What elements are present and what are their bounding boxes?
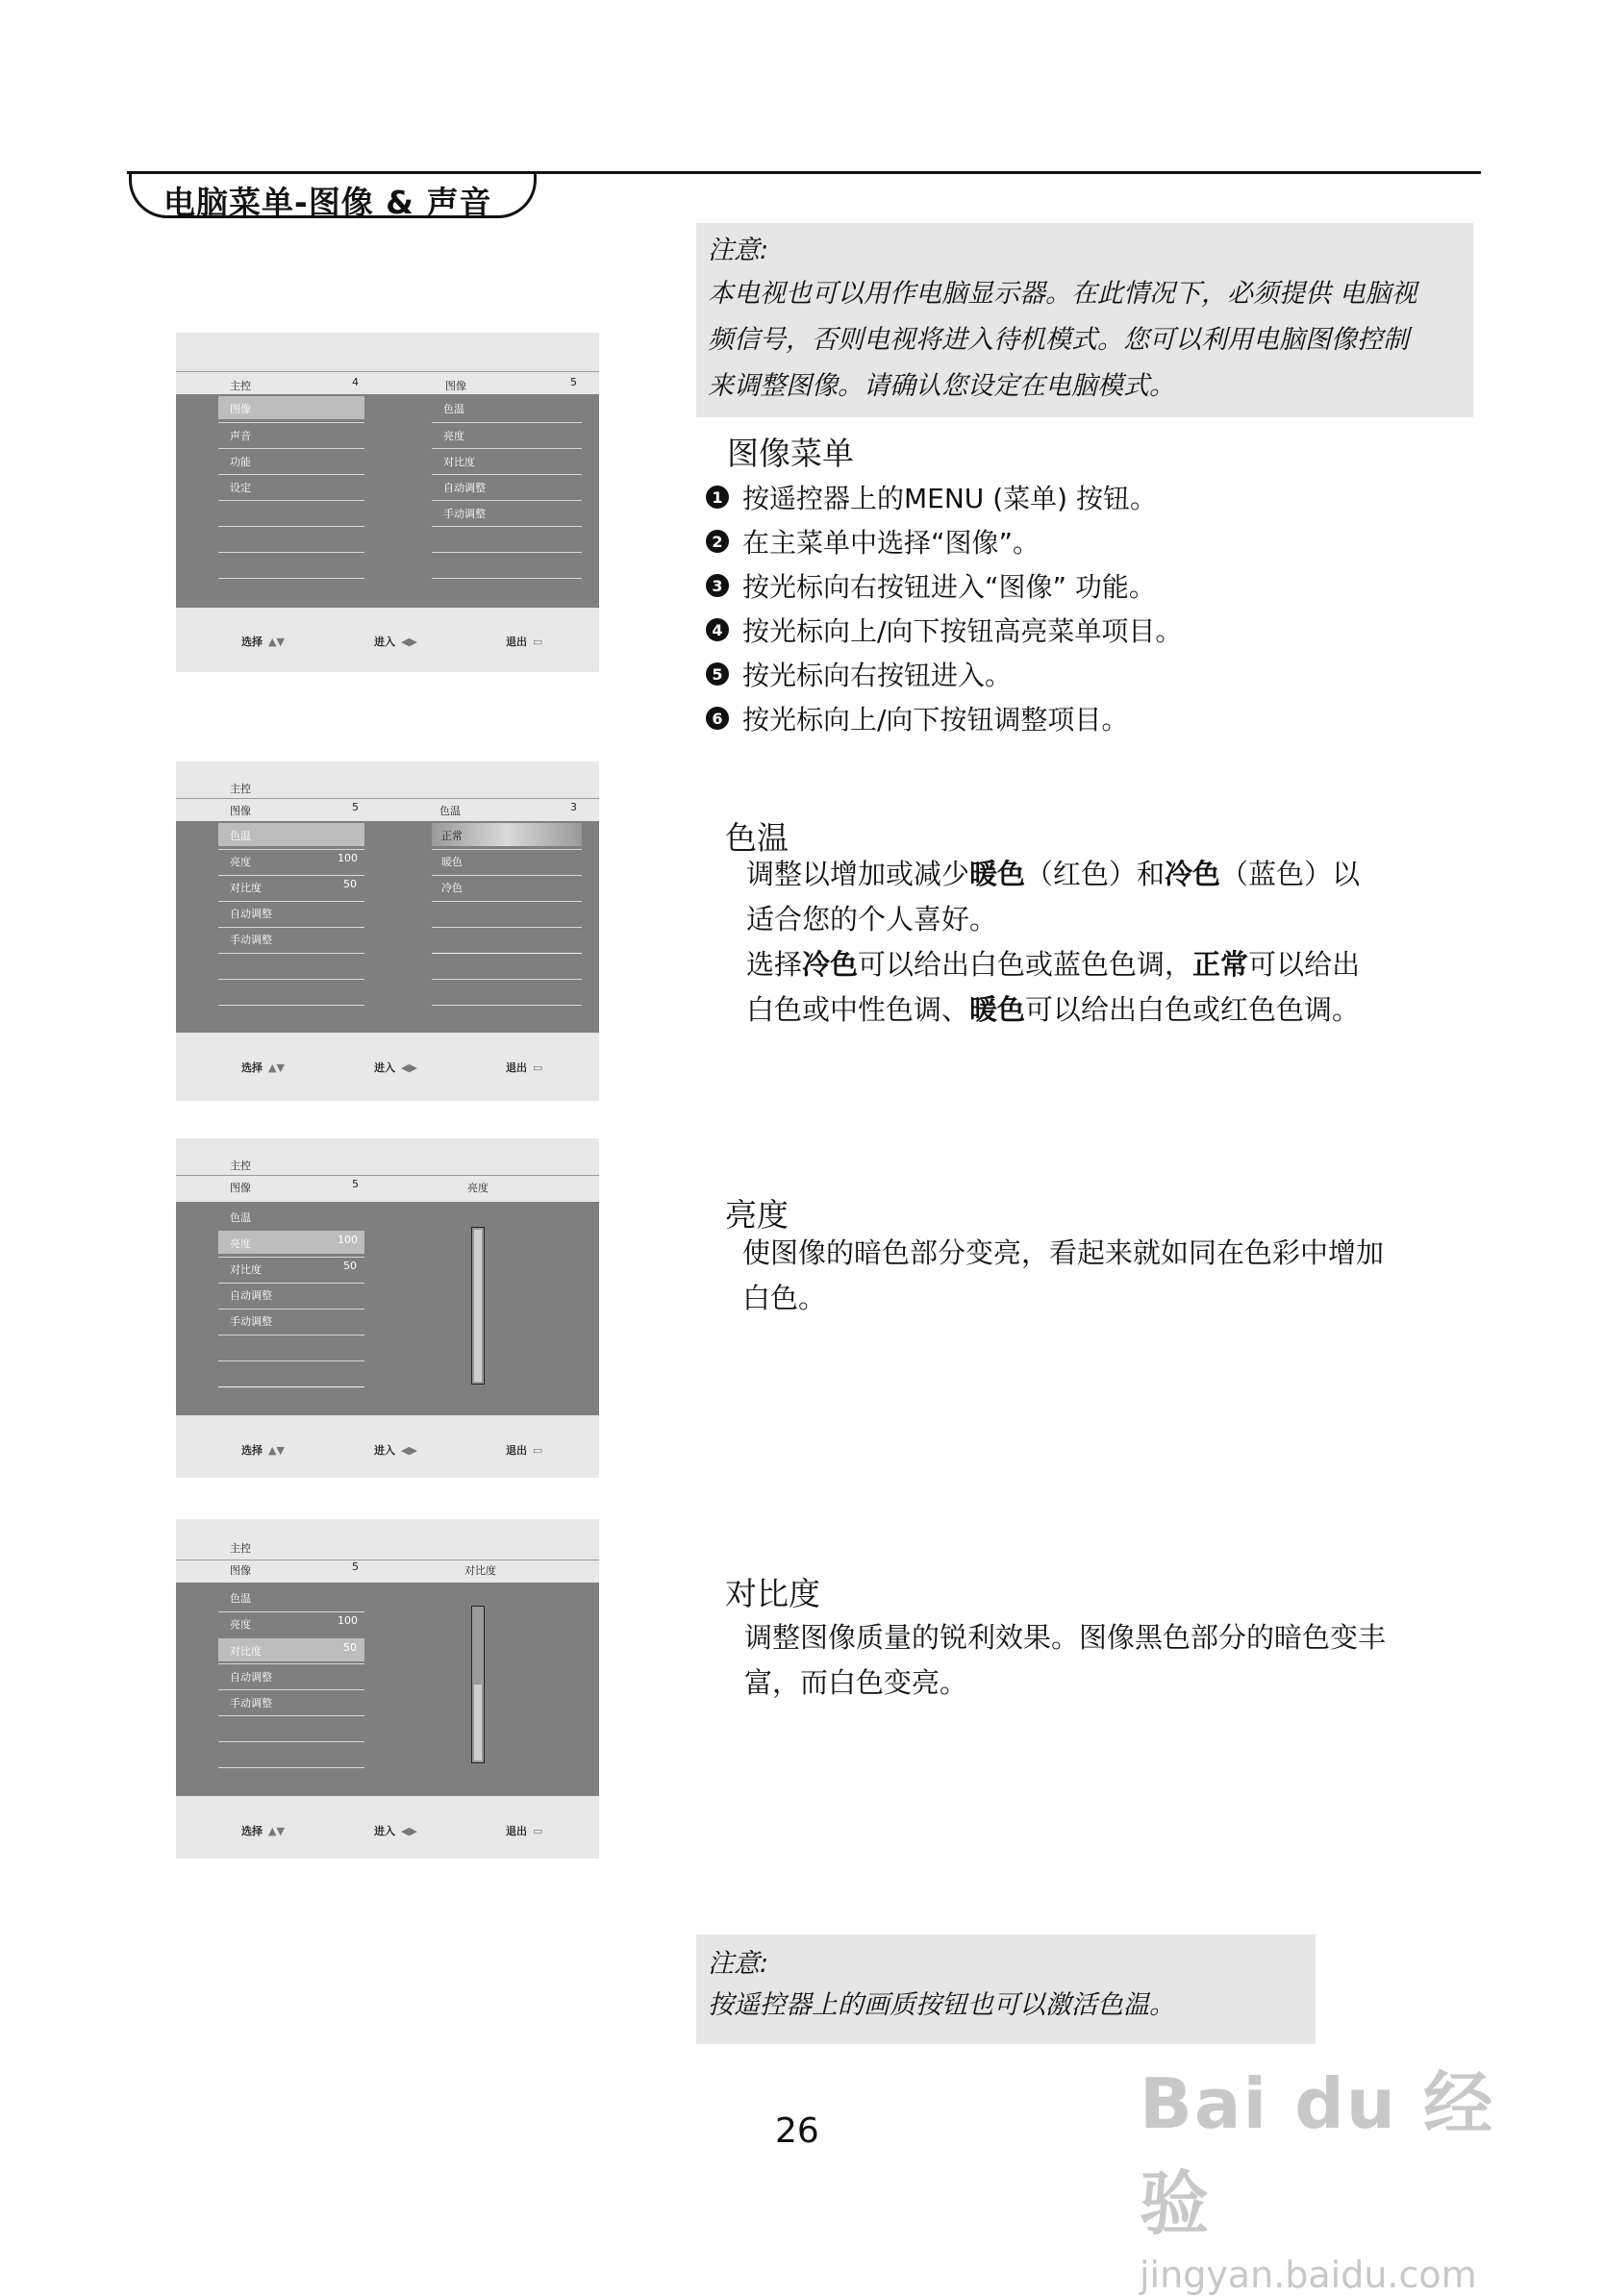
- step-item: [706, 563, 1182, 608]
- osd-menu-item[interactable]: 设定: [230, 482, 251, 494]
- osd-footer-exit: 退出 ▭: [506, 1061, 543, 1074]
- slider-fill: [474, 1230, 482, 1382]
- note-box-top: [696, 223, 1473, 417]
- osd-menu-item[interactable]: 对比度: [230, 882, 262, 894]
- osd-menu-item[interactable]: 色温: [230, 830, 251, 842]
- osd-menu-item[interactable]: 手动调整: [230, 934, 272, 946]
- osd-top-title: 主控: [230, 1160, 251, 1172]
- step-number: 2: [706, 530, 729, 553]
- heading-color-temp: 色温: [725, 819, 789, 857]
- osd-left-count: 5: [352, 1560, 359, 1573]
- osd-menu-item[interactable]: 自动调整: [230, 1671, 272, 1684]
- osd-menu-item[interactable]: 声音: [230, 430, 251, 442]
- color-temp-line: 白色或中性色调、暖色可以给出白色或红色色调。: [746, 993, 1361, 1026]
- osd-menu-item[interactable]: 功能: [230, 456, 251, 468]
- osd-submenu-item[interactable]: 手动调整: [443, 508, 486, 520]
- step-number: 4: [706, 618, 729, 641]
- osd-footer-select: 选择 ▲▼: [241, 1444, 285, 1457]
- osd-footer-select: 选择 ▲▼: [241, 636, 285, 648]
- step-item: [706, 652, 1182, 696]
- brightness-text: [742, 1231, 1473, 1321]
- osd-menu-item[interactable]: 亮度: [230, 1237, 251, 1250]
- osd-left-count: 4: [352, 376, 359, 388]
- step-number: 6: [706, 707, 729, 730]
- note-title: 注意:: [708, 236, 769, 265]
- osd-menu-item[interactable]: 色温: [230, 1592, 251, 1605]
- step-number: 3: [706, 574, 729, 597]
- color-temp-text: [746, 852, 1477, 1033]
- osd-right-title: 对比度: [464, 1564, 496, 1577]
- osd-footer-select: 选择 ▲▼: [241, 1825, 285, 1837]
- heading-contrast: 对比度: [725, 1575, 820, 1612]
- osd-footer-exit: 退出 ▭: [506, 1825, 543, 1837]
- color-temp-line: 调整以增加或减少暖色（红色）和冷色（蓝色）以: [746, 858, 1361, 890]
- osd-menu-value: 50: [343, 878, 357, 890]
- osd-main-menu: [176, 333, 599, 672]
- osd-option[interactable]: 冷色: [441, 882, 463, 894]
- osd-menu-item[interactable]: 色温: [230, 1211, 251, 1224]
- color-temp-line: 适合您的个人喜好。: [746, 903, 998, 936]
- page-number: 26: [775, 2111, 819, 2151]
- heading-brightness: 亮度: [725, 1196, 789, 1234]
- step-item: [706, 519, 1182, 563]
- note-line: 来调整图像。请确认您设定在电脑模式。: [708, 371, 1175, 401]
- brightness-line: 使图像的暗色部分变亮，看起来就如同在色彩中增加: [742, 1236, 1385, 1269]
- osd-contrast-menu: [176, 1519, 599, 1859]
- osd-left-title: 图像: [230, 1182, 251, 1194]
- brightness-line: 白色。: [742, 1282, 827, 1314]
- watermark-logo: Bai du 经验: [1140, 2063, 1495, 2244]
- step-text: 在主菜单中选择“图像”。: [742, 527, 1040, 559]
- osd-footer-enter: 进入 ◀▶: [374, 1444, 417, 1457]
- osd-right-count: 3: [570, 801, 577, 813]
- steps-list: [706, 475, 1182, 740]
- watermark-url: jingyan.baidu.com: [1140, 2254, 1477, 2296]
- osd-footer-enter: 进入 ◀▶: [374, 1061, 417, 1074]
- osd-menu-item[interactable]: 亮度: [230, 1618, 251, 1631]
- contrast-line: 调整图像质量的锐利效果。图像黑色部分的暗色变丰: [744, 1621, 1387, 1654]
- osd-menu-item[interactable]: 自动调整: [230, 1289, 272, 1302]
- osd-menu-value: 100: [338, 1614, 358, 1627]
- osd-right-title: 图像: [445, 380, 466, 392]
- step-number: 1: [706, 486, 729, 509]
- osd-menu-item[interactable]: 手动调整: [230, 1315, 272, 1328]
- brightness-slider[interactable]: [471, 1227, 485, 1385]
- osd-menu-item[interactable]: 亮度: [230, 856, 251, 868]
- step-item: [706, 475, 1182, 519]
- step-text: 按光标向上/向下按钮高亮菜单项目。: [742, 615, 1183, 647]
- color-temp-line: 选择冷色可以给出白色或蓝色色调，正常可以给出: [746, 948, 1361, 981]
- osd-submenu-item[interactable]: 亮度: [443, 430, 464, 442]
- baidu-watermark: [1140, 2048, 1524, 2296]
- slider-fill: [474, 1685, 482, 1760]
- osd-footer-enter: 进入 ◀▶: [374, 636, 417, 648]
- osd-right-title: 色温: [439, 805, 461, 817]
- osd-left-title: 主控: [230, 380, 251, 392]
- contrast-line: 富，而白色变亮。: [744, 1666, 968, 1699]
- step-text: 按光标向右按钮进入“图像” 功能。: [742, 571, 1156, 603]
- step-text: 按光标向右按钮进入。: [742, 660, 1013, 691]
- contrast-slider[interactable]: [471, 1606, 485, 1763]
- step-number: 5: [706, 662, 729, 686]
- osd-submenu-item[interactable]: 自动调整: [443, 482, 486, 494]
- osd-left-count: 5: [352, 801, 359, 813]
- osd-footer-select: 选择 ▲▼: [241, 1061, 285, 1074]
- osd-menu-item[interactable]: 对比度: [230, 1263, 262, 1276]
- step-text: 按遥控器上的MENU (菜单) 按钮。: [742, 483, 1157, 514]
- note-title: 注意:: [708, 1949, 769, 1979]
- step-text: 按光标向上/向下按钮调整项目。: [742, 704, 1129, 736]
- osd-menu-value: 100: [338, 852, 358, 864]
- osd-submenu-item[interactable]: 对比度: [443, 456, 475, 468]
- osd-right-title: 亮度: [467, 1182, 489, 1194]
- osd-left-title: 图像: [230, 805, 251, 817]
- osd-menu-item[interactable]: 自动调整: [230, 908, 272, 920]
- osd-menu-item[interactable]: 手动调整: [230, 1697, 272, 1710]
- note-line: 本电视也可以用作电脑显示器。在此情况下，必须提供 电脑视: [708, 279, 1417, 309]
- osd-menu-value: 100: [338, 1234, 358, 1246]
- osd-brightness-menu: [176, 1138, 599, 1478]
- step-item: [706, 608, 1182, 652]
- contrast-text: [744, 1615, 1475, 1706]
- osd-footer-exit: 退出 ▭: [506, 1444, 543, 1457]
- osd-menu-value: 50: [343, 1641, 357, 1654]
- osd-option[interactable]: 正常: [441, 830, 463, 842]
- osd-footer-enter: 进入 ◀▶: [374, 1825, 417, 1837]
- heading-picture-menu: 图像菜单: [727, 435, 854, 472]
- osd-color-temp-menu: [176, 761, 599, 1101]
- step-item: [706, 696, 1182, 740]
- osd-option[interactable]: 暖色: [441, 856, 463, 868]
- osd-menu-item[interactable]: 图像: [230, 403, 251, 415]
- osd-right-count: 5: [570, 376, 577, 388]
- section-title: 电脑菜单-图像 & 声音: [163, 184, 492, 221]
- note-box-bottom: [696, 1934, 1316, 2044]
- osd-menu-value: 50: [343, 1260, 357, 1272]
- osd-left-count: 5: [352, 1178, 359, 1190]
- osd-submenu-item[interactable]: 色温: [443, 403, 464, 415]
- osd-footer-exit: 退出 ▭: [506, 636, 543, 648]
- osd-left-title: 图像: [230, 1564, 251, 1577]
- osd-top-title: 主控: [230, 783, 251, 795]
- note-line: 频信号，否则电视将进入待机模式。您可以利用电脑图像控制: [708, 325, 1409, 355]
- osd-top-title: 主控: [230, 1542, 251, 1555]
- note-line: 按遥控器上的画质按钮也可以激活色温。: [708, 1990, 1175, 2020]
- osd-menu-item[interactable]: 对比度: [230, 1645, 262, 1658]
